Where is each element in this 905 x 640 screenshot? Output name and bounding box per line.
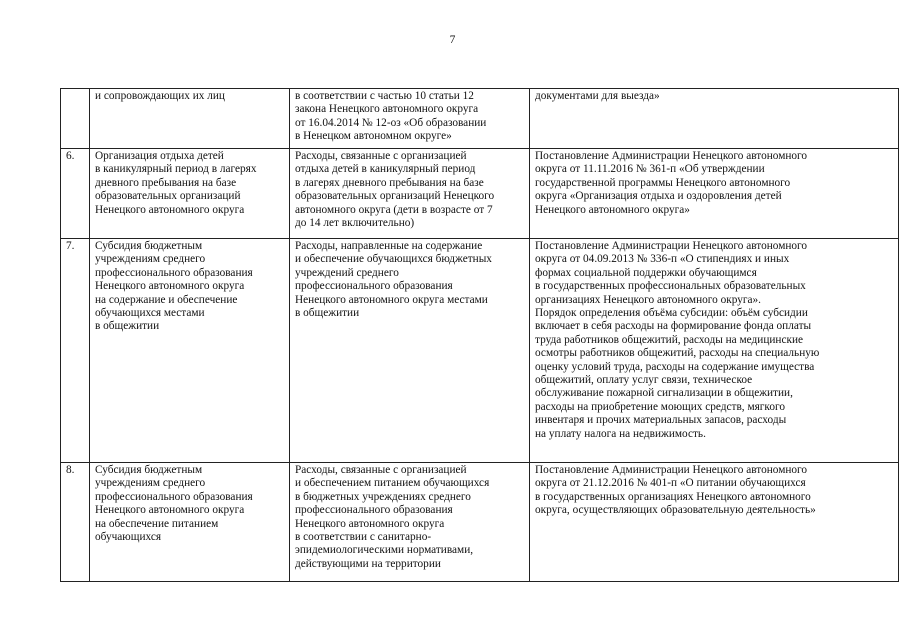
- basis-text: Постановление Администрации Ненецкого автономного округа от 21.12.2016 № 401-п «О питании обучающихся в государственных организациях Ненецкого автономного округа, осуществляющих образовательную деятельность»: [535, 464, 816, 517]
- page-number: 7: [449, 34, 456, 46]
- table-row: [61, 239, 899, 463]
- expenses-cell: [290, 149, 530, 239]
- expenses-text: Расходы, связанные с организацией отдыха детей в каникулярный период в лагерях дневного пребывания на базе образовательных организаций Ненецкого автономного округа (дети в возрасте от 7 до 14 лет включительно): [295, 150, 495, 230]
- item-name-cell: [90, 239, 290, 463]
- expenses-cell: [290, 89, 530, 149]
- row-number: 7.: [61, 239, 90, 463]
- row-number: 6.: [61, 149, 90, 239]
- basis-cell: [530, 149, 899, 239]
- basis-text: Постановление Администрации Ненецкого автономного округа от 04.09.2013 № 336-п «О стипендиях и иных формах социальной поддержки обучающимся в государственных профессиональных образовательных организациях Ненецкого автономного округа». Порядок определения объёма субсидии: объём субсидии включает в себя расходы на формирование фонда оплаты труда работников общежитий, расходы на медицинские осмотры работников общежитий, расходы на специальную оценку условий труда, расходы на содержание имущества общежитий, оплату услуг связи, техническое обслуживание пожарной сигнализации в общежитии, расходы на приобретение моющих средств, мягкого инвентаря и прочих материальных запасов, расходы на уплату налога на недвижимость.: [535, 240, 820, 440]
- basis-text: документами для выезда»: [535, 90, 660, 102]
- table-row: [61, 149, 899, 239]
- item-name-cell: [90, 149, 290, 239]
- row-number: [61, 89, 90, 149]
- item-name-cell: [90, 463, 290, 582]
- expenses-cell: [290, 239, 530, 463]
- table-row: [61, 89, 899, 149]
- item-name: Организация отдыха детей в каникулярный период в лагерях дневного пребывания на базе образовательных организаций Ненецкого автономного округа: [95, 150, 257, 216]
- expenses-text: Расходы, связанные с организацией и обеспечением питанием обучающихся в бюджетных учреждениях среднего профессионального образования Ненецкого автономного округа в соответствии с санитарно- эпидемиологическими нормативами, действующими на территории: [295, 464, 490, 570]
- item-name: Субсидия бюджетным учреждениям среднего профессионального образования Ненецкого автономного округа на содержание и обеспечение обучающихся местами в общежитии: [95, 240, 253, 333]
- row-number: 8.: [61, 463, 90, 582]
- expenses-cell: [290, 463, 530, 582]
- basis-text: Постановление Администрации Ненецкого автономного округа от 11.11.2016 № 361-п «Об утверждении государственной программы Ненецкого автономного округа «Организация отдыха и оздоровления детей Ненецкого автономного округа»: [535, 150, 808, 216]
- item-name-cell: [90, 89, 290, 149]
- basis-cell: [530, 239, 899, 463]
- expenses-text: Расходы, направленные на содержание и обеспечение обучающихся бюджетных учреждений среднего профессионального образования Ненецкого автономного округа местами в общежитии: [295, 240, 492, 320]
- expenses-text: в соответствии с частью 10 статьи 12 закона Ненецкого автономного округа от 16.04.2014 № 12-оз «Об образовании в Ненецком автономном округе»: [295, 90, 487, 143]
- item-name: и сопровождающих их лиц: [95, 90, 225, 102]
- document-table: [60, 88, 899, 582]
- basis-cell: [530, 463, 899, 582]
- item-name: Субсидия бюджетным учреждениям среднего профессионального образования Ненецкого автономного округа на обеспечение питанием обучающихся: [95, 464, 253, 544]
- basis-cell: [530, 89, 899, 149]
- table-row: [61, 463, 899, 582]
